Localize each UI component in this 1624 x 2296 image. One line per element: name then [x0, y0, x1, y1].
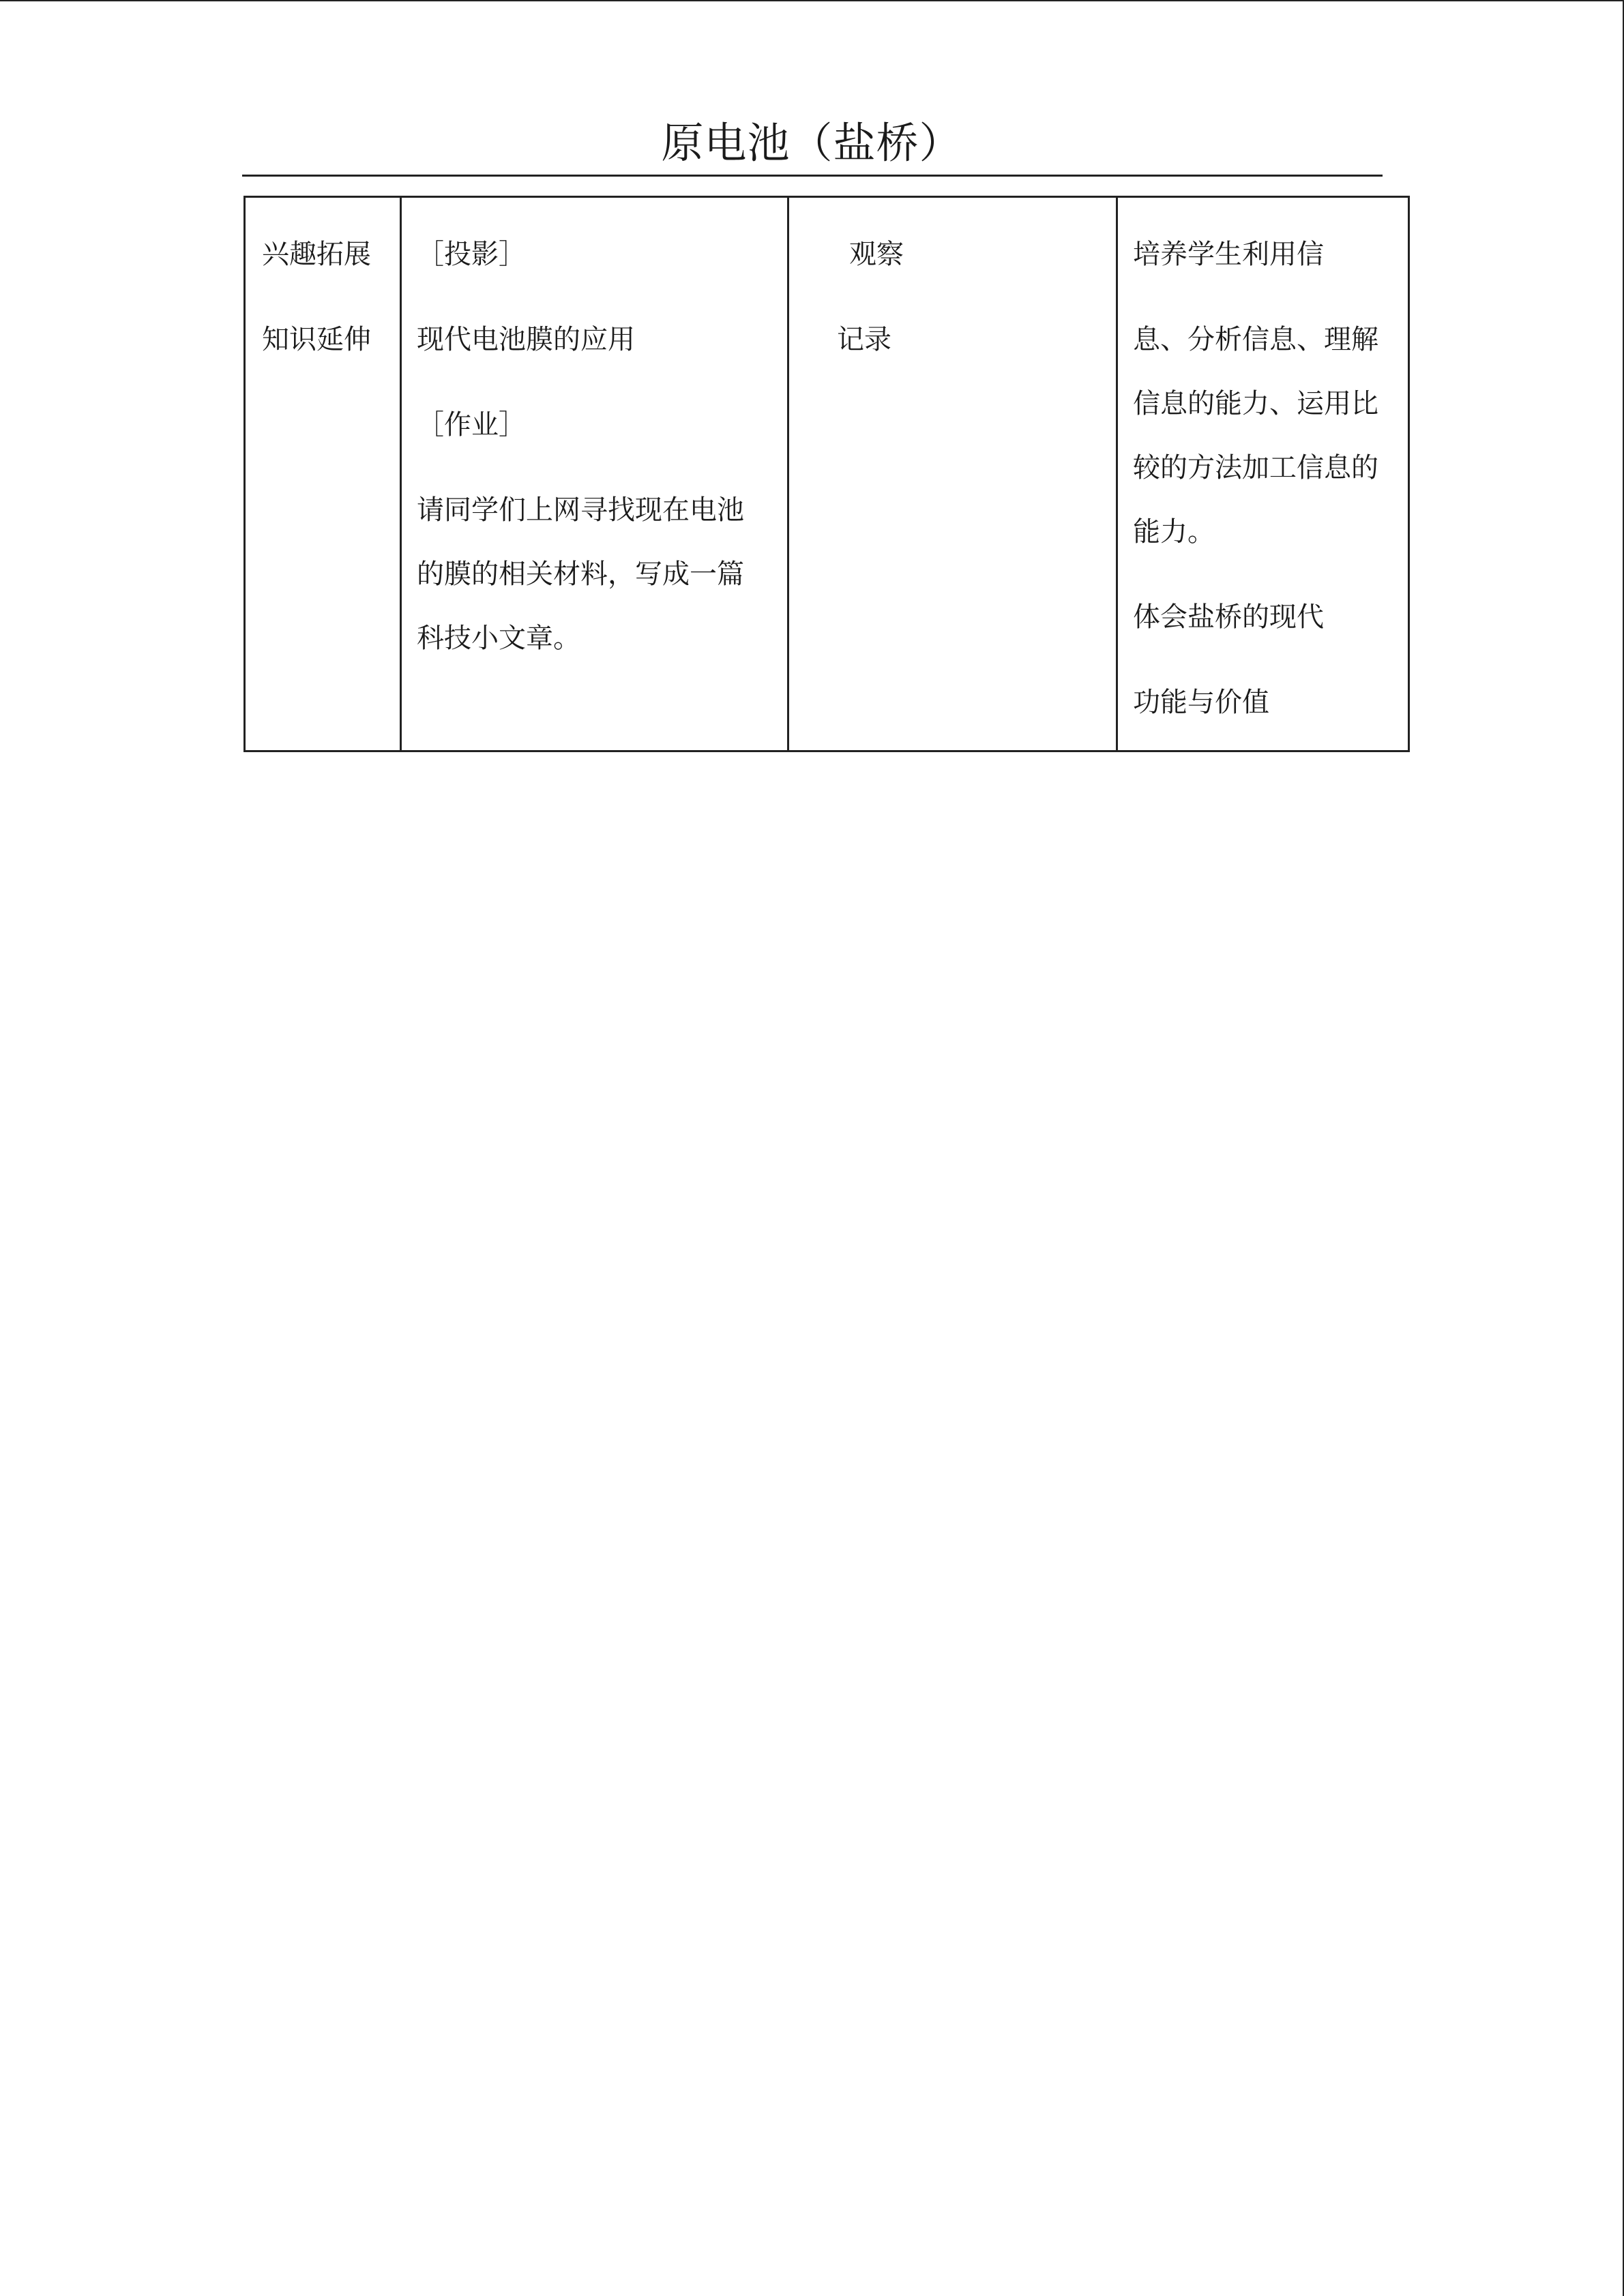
- design-intent-line: 信息的能力、运用比: [1133, 388, 1378, 419]
- teacher-activity-line: 的膜的相关材料，写成一篇: [417, 558, 744, 590]
- design-intent-line: 功能与价值: [1133, 687, 1269, 718]
- section-cell: [245, 197, 401, 751]
- design-intent-line: 体会盐桥的现代: [1133, 601, 1324, 633]
- design-intent-line: 培养学生利用信: [1133, 239, 1324, 270]
- teacher-activity-line: 现代电池膜的应用: [417, 324, 635, 355]
- teacher-activity-line: ［作业］: [417, 409, 526, 441]
- document-title: 原电池（盐桥）: [661, 118, 962, 168]
- teacher-activity-line: 请同学们上网寻找现在电池: [417, 494, 744, 526]
- section-label-line: 兴趣拓展: [262, 239, 371, 270]
- design-intent-line: 能力。: [1133, 516, 1215, 548]
- design-intent-line: 息、分析信息、理解: [1133, 324, 1378, 355]
- table-row: [245, 197, 1409, 751]
- student-activity-line: 观察: [849, 239, 904, 270]
- lesson-plan-table: [243, 196, 1410, 752]
- teacher-activity-line: 科技小文章。: [417, 623, 580, 654]
- design-intent-line: 较的方法加工信息的: [1133, 452, 1378, 483]
- title-underline: [242, 175, 1383, 177]
- section-label-line: 知识延伸: [262, 324, 371, 355]
- student-activity-line: 记录: [837, 324, 891, 355]
- design-intent-cell: [1117, 197, 1409, 751]
- teacher-activity-cell: [401, 197, 788, 751]
- student-activity-cell: [788, 197, 1117, 751]
- teacher-activity-line: ［投影］: [417, 239, 526, 270]
